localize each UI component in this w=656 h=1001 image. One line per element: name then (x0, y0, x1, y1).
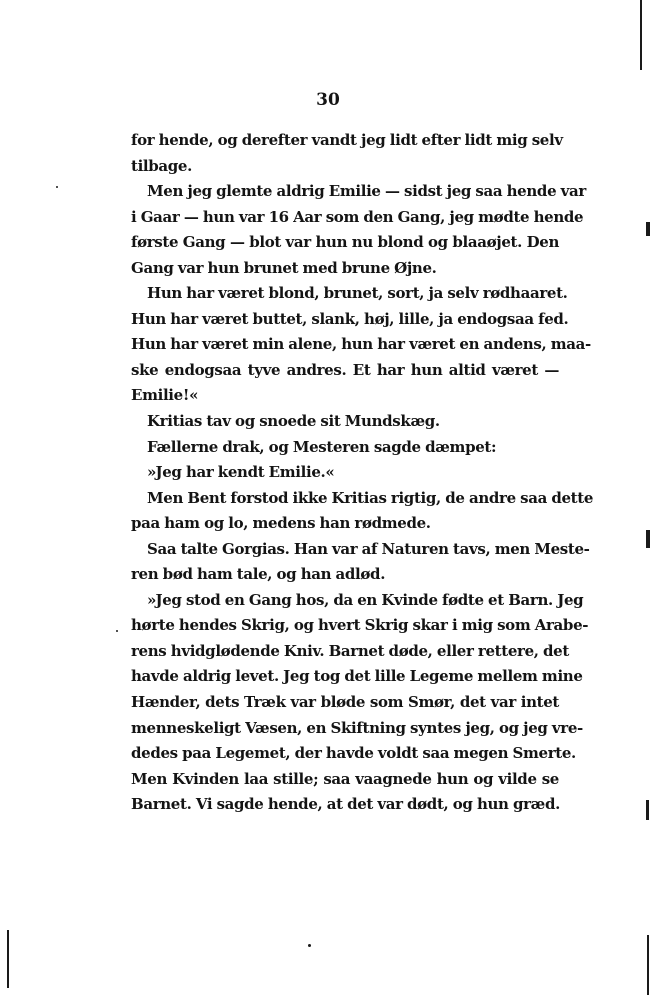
text-line: ren bød ham tale, og han adlød. (131, 565, 386, 584)
text-line: rens hvidglødende Kniv. Barnet døde, eller rettere, det (131, 641, 569, 660)
scan-edge-mark (646, 222, 650, 236)
text-line: Hun har været min alene, hun har været en andens, maa- (131, 335, 591, 354)
text-line: »Jeg har kendt Emilie.« (147, 463, 335, 482)
text-line: tilbage. (131, 156, 192, 175)
text-line: i Gaar — hun var 16 Aar som den Gang, jeg mødte hende (131, 207, 584, 226)
text-line: dedes paa Legemet, der havde voldt saa megen Smerte. (131, 744, 576, 763)
text-line: Saa talte Gorgias. Han var af Naturen tavs, men Meste- (147, 539, 590, 558)
page-number: 30 (316, 90, 340, 110)
text-line: Hun har været buttet, slank, høj, lille, ja endogsaa fed. (131, 309, 569, 328)
scan-edge-mark (640, 0, 642, 70)
text-line: Kritias tav og snoede sit Mundskæg. (147, 412, 440, 431)
text-line: menneskeligt Væsen, en Skiftning syntes jeg, og jeg vre- (131, 718, 583, 737)
scan-speck (116, 630, 118, 632)
scan-edge-mark (647, 935, 649, 995)
text-line: ske endogsaa tyve andres. Et har hun altid været — (131, 360, 559, 379)
scan-edge-mark (646, 800, 649, 820)
text-line: første Gang — blot var hun nu blond og blaaøjet. Den (131, 233, 559, 252)
text-line: paa ham og lo, medens han rødmede. (131, 514, 431, 533)
scan-edge-mark (646, 530, 650, 548)
scan-edge-mark (7, 930, 9, 988)
text-line: havde aldrig levet. Jeg tog det lille Legeme mellem mine (131, 667, 583, 686)
text-line: Emilie!« (131, 386, 199, 405)
text-line: Men Kvinden laa stille; saa vaagnede hun og vilde se (131, 769, 559, 788)
text-line: for hende, og derefter vandt jeg lidt efter lidt mig selv (131, 131, 563, 149)
text-line: Fællerne drak, og Mesteren sagde dæmpet: (147, 437, 497, 456)
text-line: Hun har været blond, brunet, sort, ja selv rødhaaret. (147, 284, 568, 303)
scan-speck (56, 186, 58, 188)
body-text (131, 128, 594, 818)
text-line: Men jeg glemte aldrig Emilie — sidst jeg saa hende var (147, 182, 586, 201)
text-line: »Jeg stod en Gang hos, da en Kvinde fødte et Barn. Jeg (147, 590, 584, 609)
text-line: Gang var hun brunet med brune Øjne. (131, 258, 437, 277)
scan-speck (308, 944, 311, 947)
text-line: Men Bent forstod ikke Kritias rigtig, de andre saa dette (147, 488, 594, 507)
text-line: Hænder, dets Træk var bløde som Smør, det var intet (131, 693, 559, 712)
text-line: hørte hendes Skrig, og hvert Skrig skar i mig som Arabe- (131, 616, 589, 635)
text-line: Barnet. Vi sagde hende, at det var dødt, og hun græd. (131, 795, 560, 814)
